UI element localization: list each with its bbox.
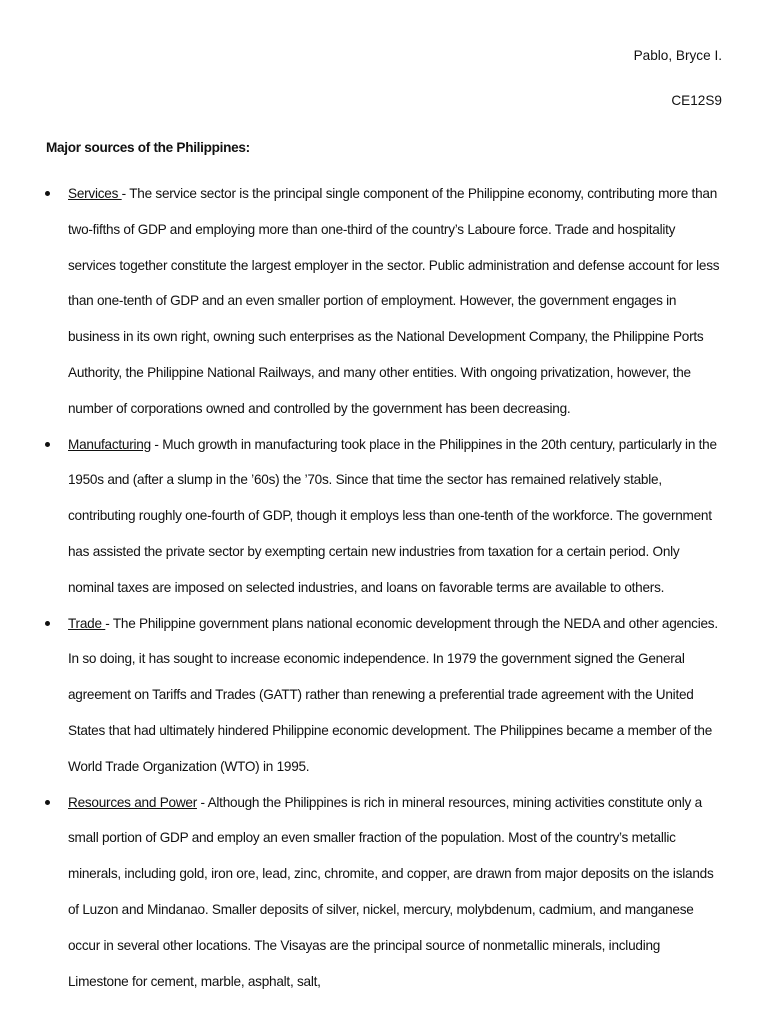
bullet-icon bbox=[45, 191, 50, 196]
list-item-trade bbox=[68, 606, 724, 785]
bullet-icon bbox=[45, 800, 50, 805]
author-name: Pablo, Bryce I. bbox=[633, 48, 722, 63]
term-trade: Trade bbox=[68, 615, 106, 631]
description-resources-power: - Although the Philippines is rich in mineral resources, mining activities constitute only a small portion of GDP and employ an even smaller fraction of the population. Most of the country’s metallic minerals, including gold, iron ore, lead, zinc, chromite, and copper, are drawn from major deposits on the islands of Luzon and Mindanao. Smaller deposits of silver, nickel, mercury, molybdenum, cadmium, and manganese occur in several other locations. The Visayas are the principal source of nonmetallic minerals, including Limestone for cement, marble, asphalt, salt, bbox=[68, 794, 714, 989]
description-trade: - The Philippine government plans national economic development through the NEDA and other agencies. In so doing, it has sought to increase economic independence. In 1979 the government signed the General agreement on Tariffs and Trades (GATT) rather than renewing a preferential trade agreement with the United States that had ultimately hindered Philippine economic development. The Philippines became a member of the World Trade Organization (WTO) in 1995. bbox=[68, 615, 718, 774]
list-item-services bbox=[68, 176, 724, 427]
term-manufacturing: Manufacturing bbox=[68, 436, 151, 452]
list-item-manufacturing bbox=[68, 427, 724, 606]
description-services: - The service sector is the principal single component of the Philippine economy, contributing more than two-fifths of GDP and employing more than one-third of the country’s Laboure force. Trade and hospitality services together constitute the largest employer in the sector. Public administration and defense account for less than one-tenth of GDP and an even smaller portion of employment. However, the government engages in business in its own right, owning such enterprises as the National Development Company, the Philippine Ports Authority, the Philippine National Railways, and many other entities. With ongoing privatization, however, the number of corporations owned and controlled by the government has been decreasing. bbox=[68, 186, 720, 416]
bullet-icon bbox=[45, 621, 50, 626]
term-resources-power: Resources and Power bbox=[68, 794, 197, 810]
sources-list bbox=[68, 176, 724, 999]
list-item-resources-power bbox=[68, 785, 724, 1000]
class-section: CE12S9 bbox=[671, 93, 722, 108]
description-manufacturing: - Much growth in manufacturing took place in the Philippines in the 20th century, particularly in the 1950s and (after a slump in the ’60s) the ’70s. Since that time the sector has remained relatively stable, contributing roughly one-fourth of GDP, though it employs less than one-tenth of the workforce. The government has assisted the private sector by exempting certain new industries from taxation for a certain period. Only nominal taxes are imposed on selected industries, and loans on favorable terms are available to others. bbox=[68, 436, 717, 595]
document-title: Major sources of the Philippines: bbox=[46, 140, 250, 155]
term-services: Services bbox=[68, 186, 122, 201]
bullet-icon bbox=[45, 442, 50, 447]
